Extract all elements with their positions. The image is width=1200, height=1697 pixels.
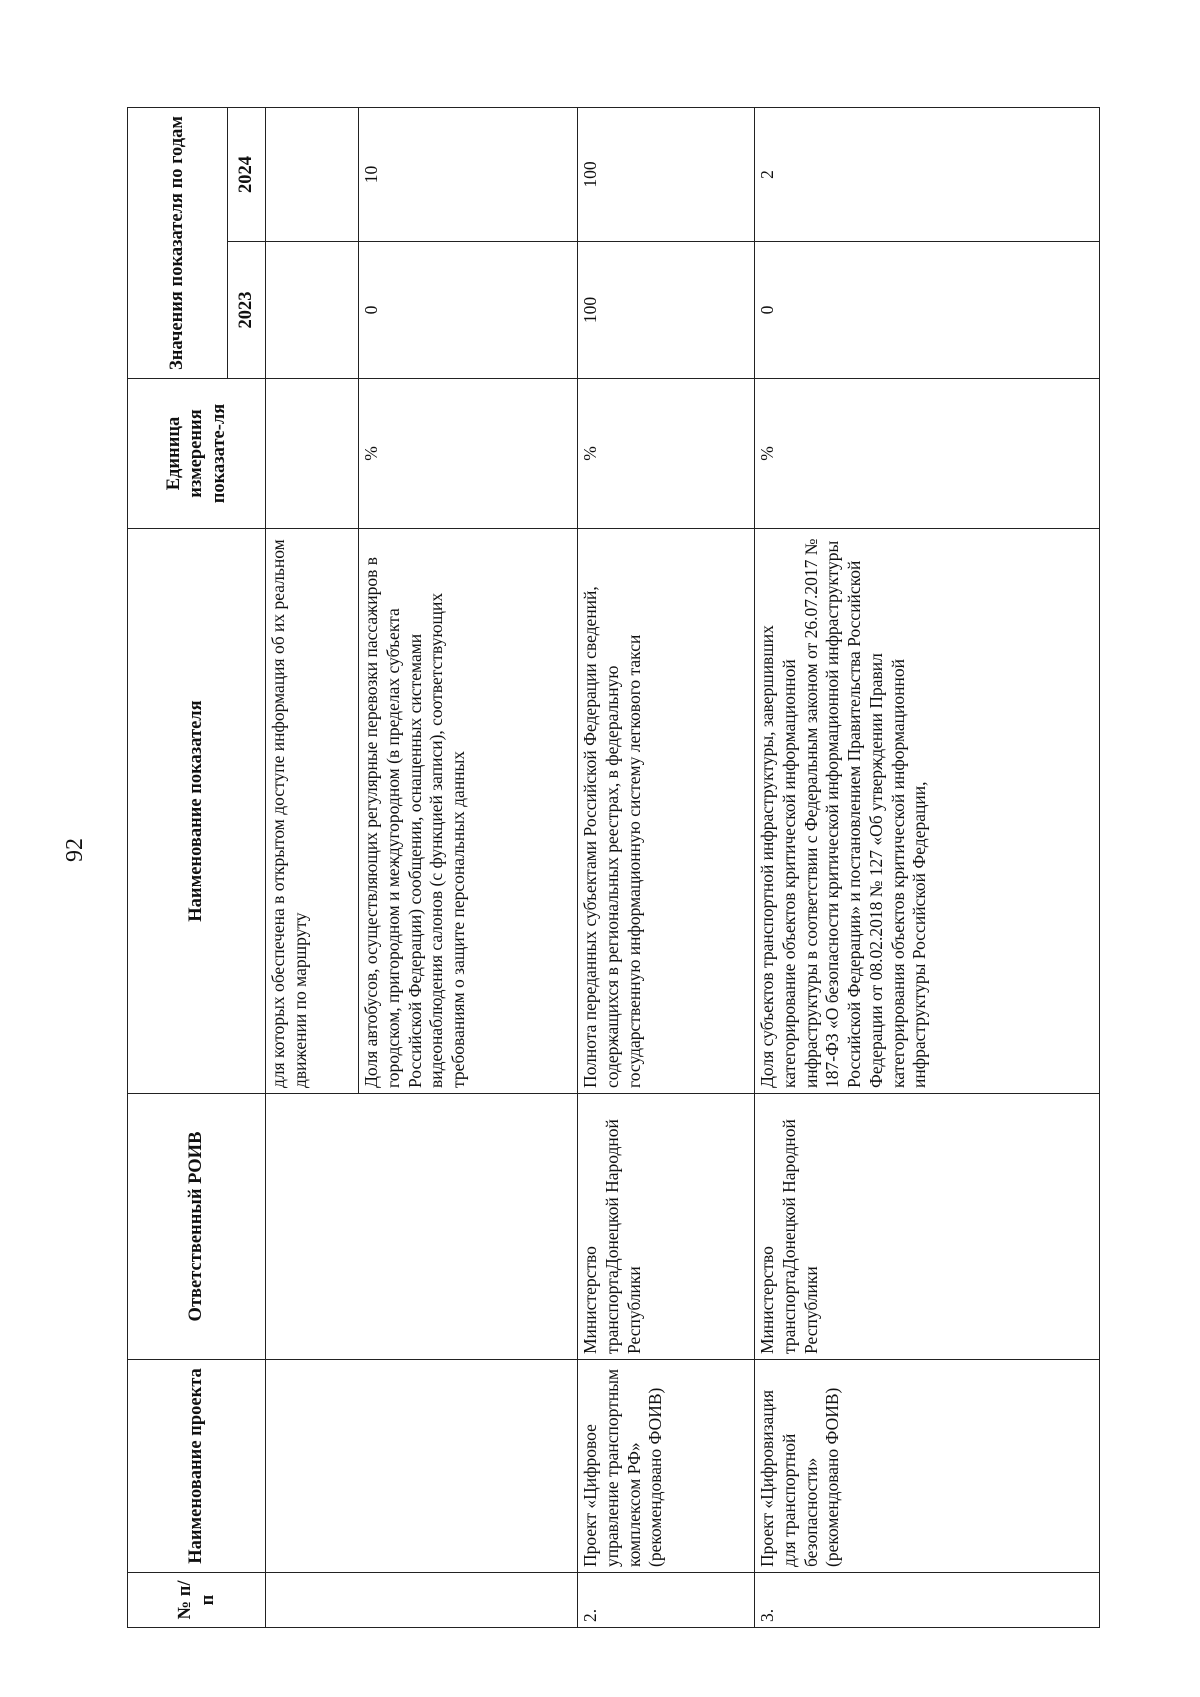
page-number: 92 <box>62 838 88 862</box>
header-values: Значения показателя по годам <box>128 108 228 379</box>
cell-indicator: Полнота переданных субъектами Российской Федерации сведений, содержащихся в региональных реестрах, в федеральную государственную информационную систему легкового такси <box>578 529 755 1094</box>
cell-num: 3. <box>755 1573 1100 1628</box>
cell-project: Проект «Цифровизация для транспортной безопасности» (рекомендовано ФОИВ) <box>755 1360 1100 1573</box>
cell-num: 2. <box>578 1573 755 1628</box>
cell-unit <box>266 379 359 529</box>
cell-roiv: Министерство транспортаДонецкой Народной Республики <box>755 1094 1100 1360</box>
cell-2024: 2 <box>755 108 1100 242</box>
cell-2024 <box>266 108 359 242</box>
header-year-2023: 2023 <box>228 242 266 379</box>
cell-num <box>266 1573 578 1628</box>
header-num: № п/п <box>128 1573 266 1628</box>
table-row <box>266 108 359 1628</box>
cell-project: Проект «Цифровое управление транспортным комплексом РФ» (рекомендовано ФОИВ) <box>578 1360 755 1573</box>
indicator-text: для которых обеспечена в открытом доступе информация об их реальном движении по маршруту <box>268 539 310 1088</box>
indicators-table <box>127 107 1100 1628</box>
cell-unit: % <box>578 379 755 529</box>
table-row <box>578 108 755 1628</box>
cell-2023: 0 <box>359 242 578 379</box>
cell-2023: 100 <box>578 242 755 379</box>
cell-2024: 100 <box>578 108 755 242</box>
header-project: Наименование проекта <box>128 1360 266 1573</box>
cell-indicator <box>266 529 359 1094</box>
cell-roiv <box>266 1094 578 1360</box>
cell-2024: 10 <box>359 108 578 242</box>
header-unit: Единица измерения показате-ля <box>128 379 266 529</box>
cell-indicator: Доля автобусов, осуществляющих регулярные перевозки пассажиров в городском, пригородном и междугородном (в пределах субъекта Российской Федерации) сообщении, оснащенных системами видеонаблюдения салонов (с функцией записи), соответствующих требованиям о защите персональных данных <box>359 529 578 1094</box>
cell-2023 <box>266 242 359 379</box>
table-row <box>755 108 1100 1628</box>
cell-project <box>266 1360 578 1573</box>
cell-unit: % <box>359 379 578 529</box>
cell-indicator: Доля субъектов транспортной инфраструктуры, завершивших категорирование объектов критической информационной инфраструктуры в соответствии с Федеральным законом от 26.07.2017 № 187-ФЗ «О безопасности критической информационной инфраструктуры Российской Федерации» и постановлением Правительства Российской Федерации от 08.02.2018 № 127 «Об утверждении Правил категорирования объектов критической информационной инфраструктуры Российской Федерации, <box>755 529 1100 1094</box>
cell-2023: 0 <box>755 242 1100 379</box>
cell-roiv: Министерство транспортаДонецкой Народной Республики <box>578 1094 755 1360</box>
cell-unit: % <box>755 379 1100 529</box>
header-row <box>128 108 228 1628</box>
header-indicator: Наименование показателя <box>128 529 266 1094</box>
header-roiv: Ответственный РОИВ <box>128 1094 266 1360</box>
header-year-2024: 2024 <box>228 108 266 242</box>
rotated-page-content <box>127 108 1100 1628</box>
